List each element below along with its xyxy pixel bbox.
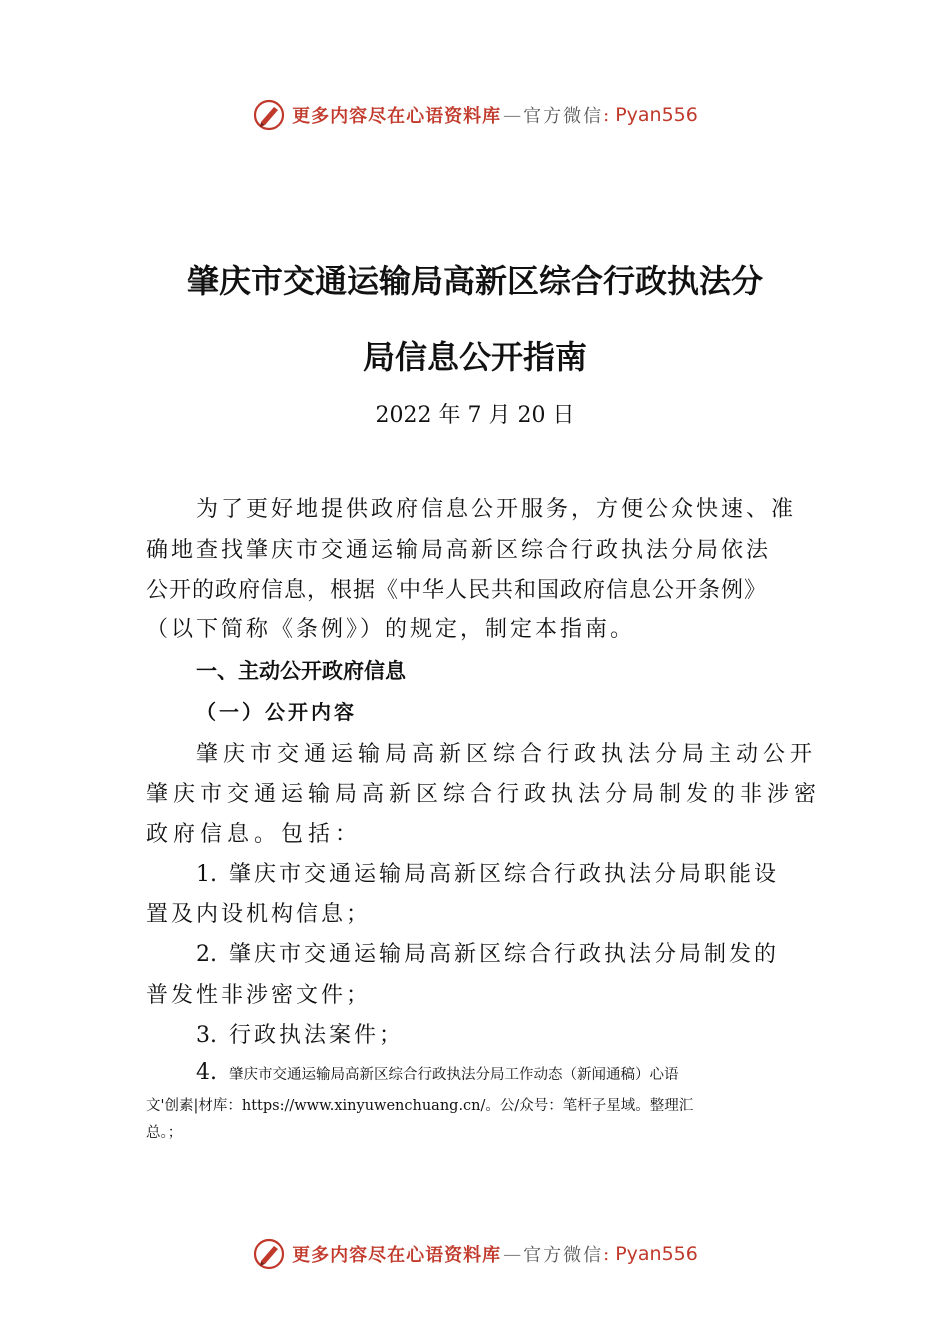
list-item-1-number: 1. (196, 862, 217, 887)
document-title-line-1: 肇庆市交通运输局高新区综合行政执法分 (186, 262, 763, 300)
list-item-3-line-1: 行政执法案件； (229, 1023, 405, 1048)
content-line-2: 肇庆市交通运输局高新区综合行政执法分局制发的非涉密 (146, 782, 822, 807)
list-item-1-line-1: 肇庆市交通运输局高新区综合行政执法分局职能设 (229, 862, 780, 887)
list-item-1 (196, 857, 779, 888)
list-item-2-line-2: 普发性非涉密文件； (146, 983, 372, 1008)
list-item-3 (196, 1018, 404, 1049)
banner-wechat-label: 官方微信 (523, 1245, 604, 1266)
list-item-4-line-1: 肇庆市交通运输局高新区综合行政执法分局工作动态（新闻通稿）心语 (229, 1067, 679, 1083)
subsection-heading-1: （一）公开内容 (196, 700, 357, 724)
banner-wechat-id: Pyan556 (615, 104, 698, 126)
list-item-4-line-3: 总。； (146, 1125, 183, 1141)
list-item-4-number: 4. (196, 1060, 217, 1085)
content-line-3: 政府信息。包括： (146, 822, 363, 847)
intro-line-4: （以下简称《条例》）的规定，制定本指南。 (146, 617, 636, 642)
list-item-4 (196, 1060, 679, 1085)
banner-wechat-id: Pyan556 (615, 1243, 698, 1265)
banner-wechat-label: 官方微信 (523, 106, 604, 127)
pen-logo-icon (252, 1237, 286, 1271)
banner-colon: : (603, 104, 610, 126)
banner-colon: : (603, 1243, 610, 1265)
list-item-2-number: 2. (196, 942, 217, 967)
document-title-line-2: 局信息公开指南 (362, 338, 587, 376)
document-date: 2022 年 7 月 20 日 (375, 403, 575, 428)
pen-logo-icon (252, 98, 286, 132)
list-item-1-line-2: 置及内设机构信息； (146, 902, 372, 927)
banner-brand-text: 更多内容尽在心语资料库 (292, 1245, 502, 1266)
content-line-1: 肇庆市交通运输局高新区综合行政执法分局主动公开 (196, 742, 818, 767)
banner-dash: — (503, 104, 522, 126)
list-item-2-line-1: 肇庆市交通运输局高新区综合行政执法分局制发的 (229, 942, 780, 967)
list-item-2 (196, 937, 779, 968)
banner-brand-text: 更多内容尽在心语资料库 (292, 106, 502, 127)
list-item-4-line-2: 文'创素|材库：https://www.xinyuwenchuang.cn/。公/众号：笔杆子星域。整理汇 (146, 1098, 694, 1114)
intro-line-3: 公开的政府信息，根据《中华人民共和国政府信息公开条例》 (146, 578, 768, 603)
footer-watermark-banner (0, 1234, 950, 1274)
list-item-3-number: 3. (196, 1023, 217, 1048)
header-watermark-banner (0, 95, 950, 135)
section-heading-1: 一、主动公开政府信息 (196, 659, 406, 683)
intro-line-1: 为了更好地提供政府信息公开服务，方便公众快速、准 (196, 497, 797, 522)
banner-dash: — (503, 1243, 522, 1265)
intro-line-2: 确地查找肇庆市交通运输局高新区综合行政执法分局依法 (146, 538, 772, 563)
